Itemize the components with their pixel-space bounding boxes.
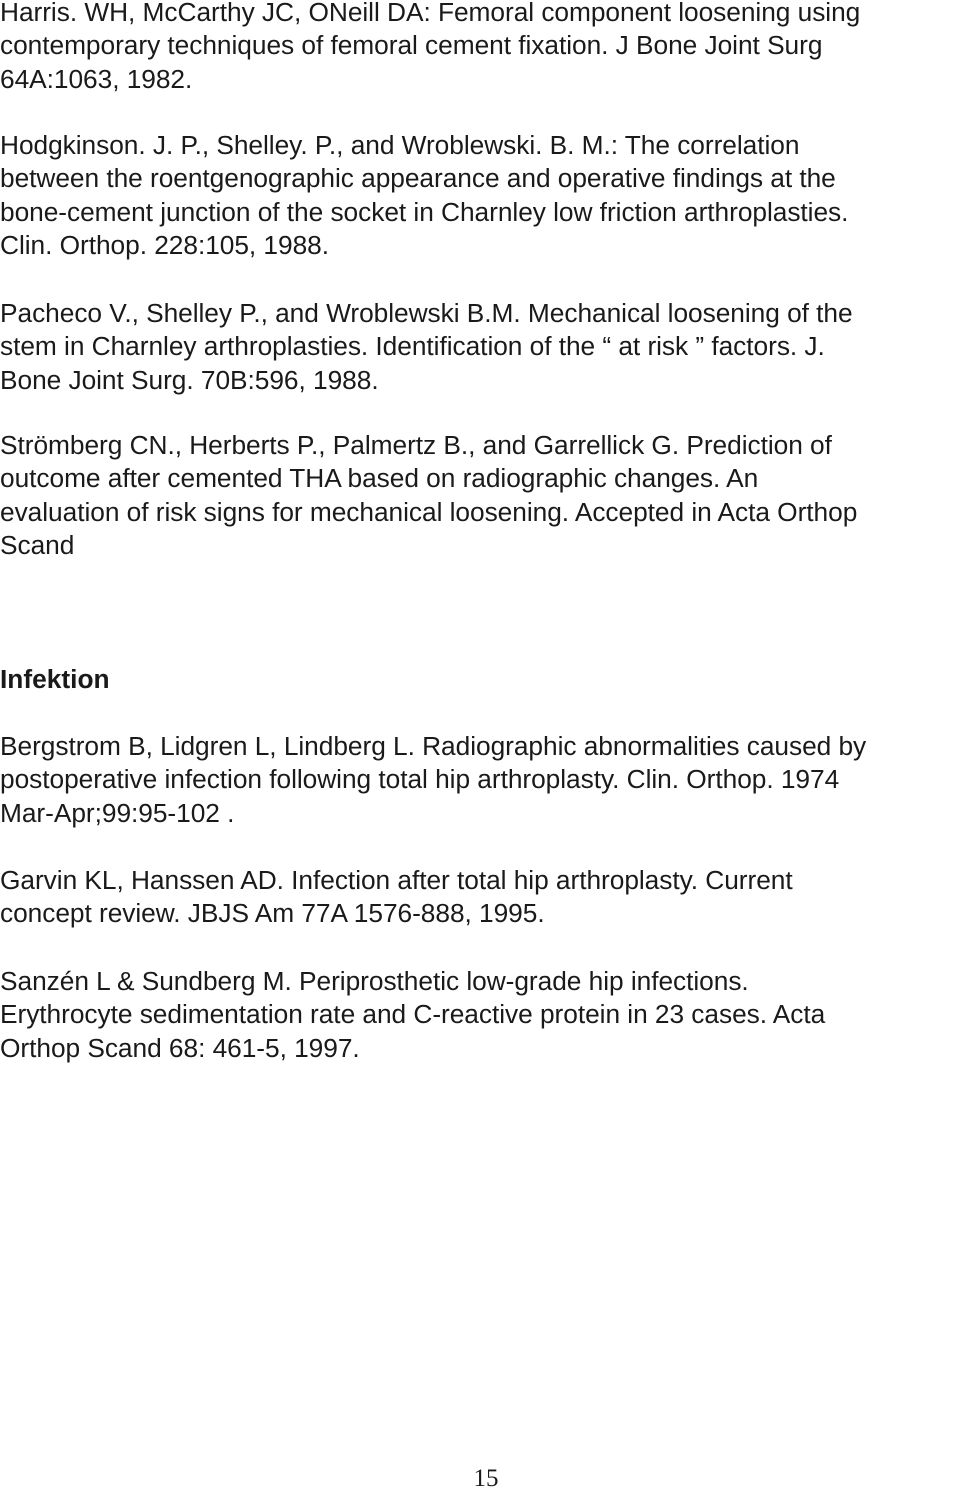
reference-line: Garvin KL, Hanssen AD. Infection after total hip arthroplasty. Current	[0, 865, 793, 895]
reference-line: evaluation of risk signs for mechanical loosening. Accepted in Acta Orthop	[0, 496, 858, 527]
page-number: 15	[473, 1465, 499, 1492]
reference-line: postoperative infection following total hip arthroplasty. Clin. Orthop. 1974	[0, 764, 840, 795]
reference-garvin	[0, 864, 960, 931]
reference-harris	[0, 0, 960, 96]
reference-line: Hodgkinson. J. P., Shelley. P., and Wroblewski. B. M.: The correlation	[0, 130, 800, 160]
reference-line: Scand	[0, 530, 75, 561]
reference-line: 64A:1063, 1982.	[0, 63, 193, 94]
reference-pacheco	[0, 297, 960, 397]
reference-line: Mar-Apr;99:95-102 .	[0, 797, 235, 828]
reference-line: Pacheco V., Shelley P., and Wroblewski B.M. Mechanical loosening of the	[0, 298, 853, 328]
reference-line: Orthop Scand 68: 461-5, 1997.	[0, 1032, 360, 1063]
reference-stromberg	[0, 429, 960, 563]
reference-line: stem in Charnley arthroplasties. Identification of the “ at risk ” factors. J.	[0, 331, 825, 362]
reference-line: Bergstrom B, Lidgren L, Lindberg L. Radiographic abnormalities caused by	[0, 731, 867, 761]
reference-line: Erythrocyte sedimentation rate and C-reactive protein in 23 cases. Acta	[0, 999, 826, 1030]
reference-line: Strömberg CN., Herberts P., Palmertz B., and Garrellick G. Prediction of	[0, 430, 832, 460]
reference-line: Sanzén L & Sundberg M. Periprosthetic low-grade hip infections.	[0, 966, 749, 996]
reference-line: contemporary techniques of femoral cement fixation. J Bone Joint Surg	[0, 30, 823, 61]
reference-line: Bone Joint Surg. 70B:596, 1988.	[0, 364, 379, 395]
reference-bergstrom	[0, 730, 960, 830]
reference-line: concept review. JBJS Am 77A 1576-888, 1995.	[0, 898, 545, 929]
reference-line: bone-cement junction of the socket in Charnley low friction arthroplasties.	[0, 196, 849, 227]
reference-sanzen	[0, 965, 960, 1065]
reference-line: outcome after cemented THA based on radiographic changes. An	[0, 463, 759, 494]
reference-line: Harris. WH, McCarthy JC, ONeill DA: Femoral component loosening using	[0, 0, 861, 27]
reference-hodgkinson	[0, 129, 960, 263]
section-heading: Infektion	[0, 664, 110, 694]
reference-line: Clin. Orthop. 228:105, 1988.	[0, 230, 329, 261]
reference-line: between the roentgenographic appearance and operative findings at the	[0, 163, 836, 194]
